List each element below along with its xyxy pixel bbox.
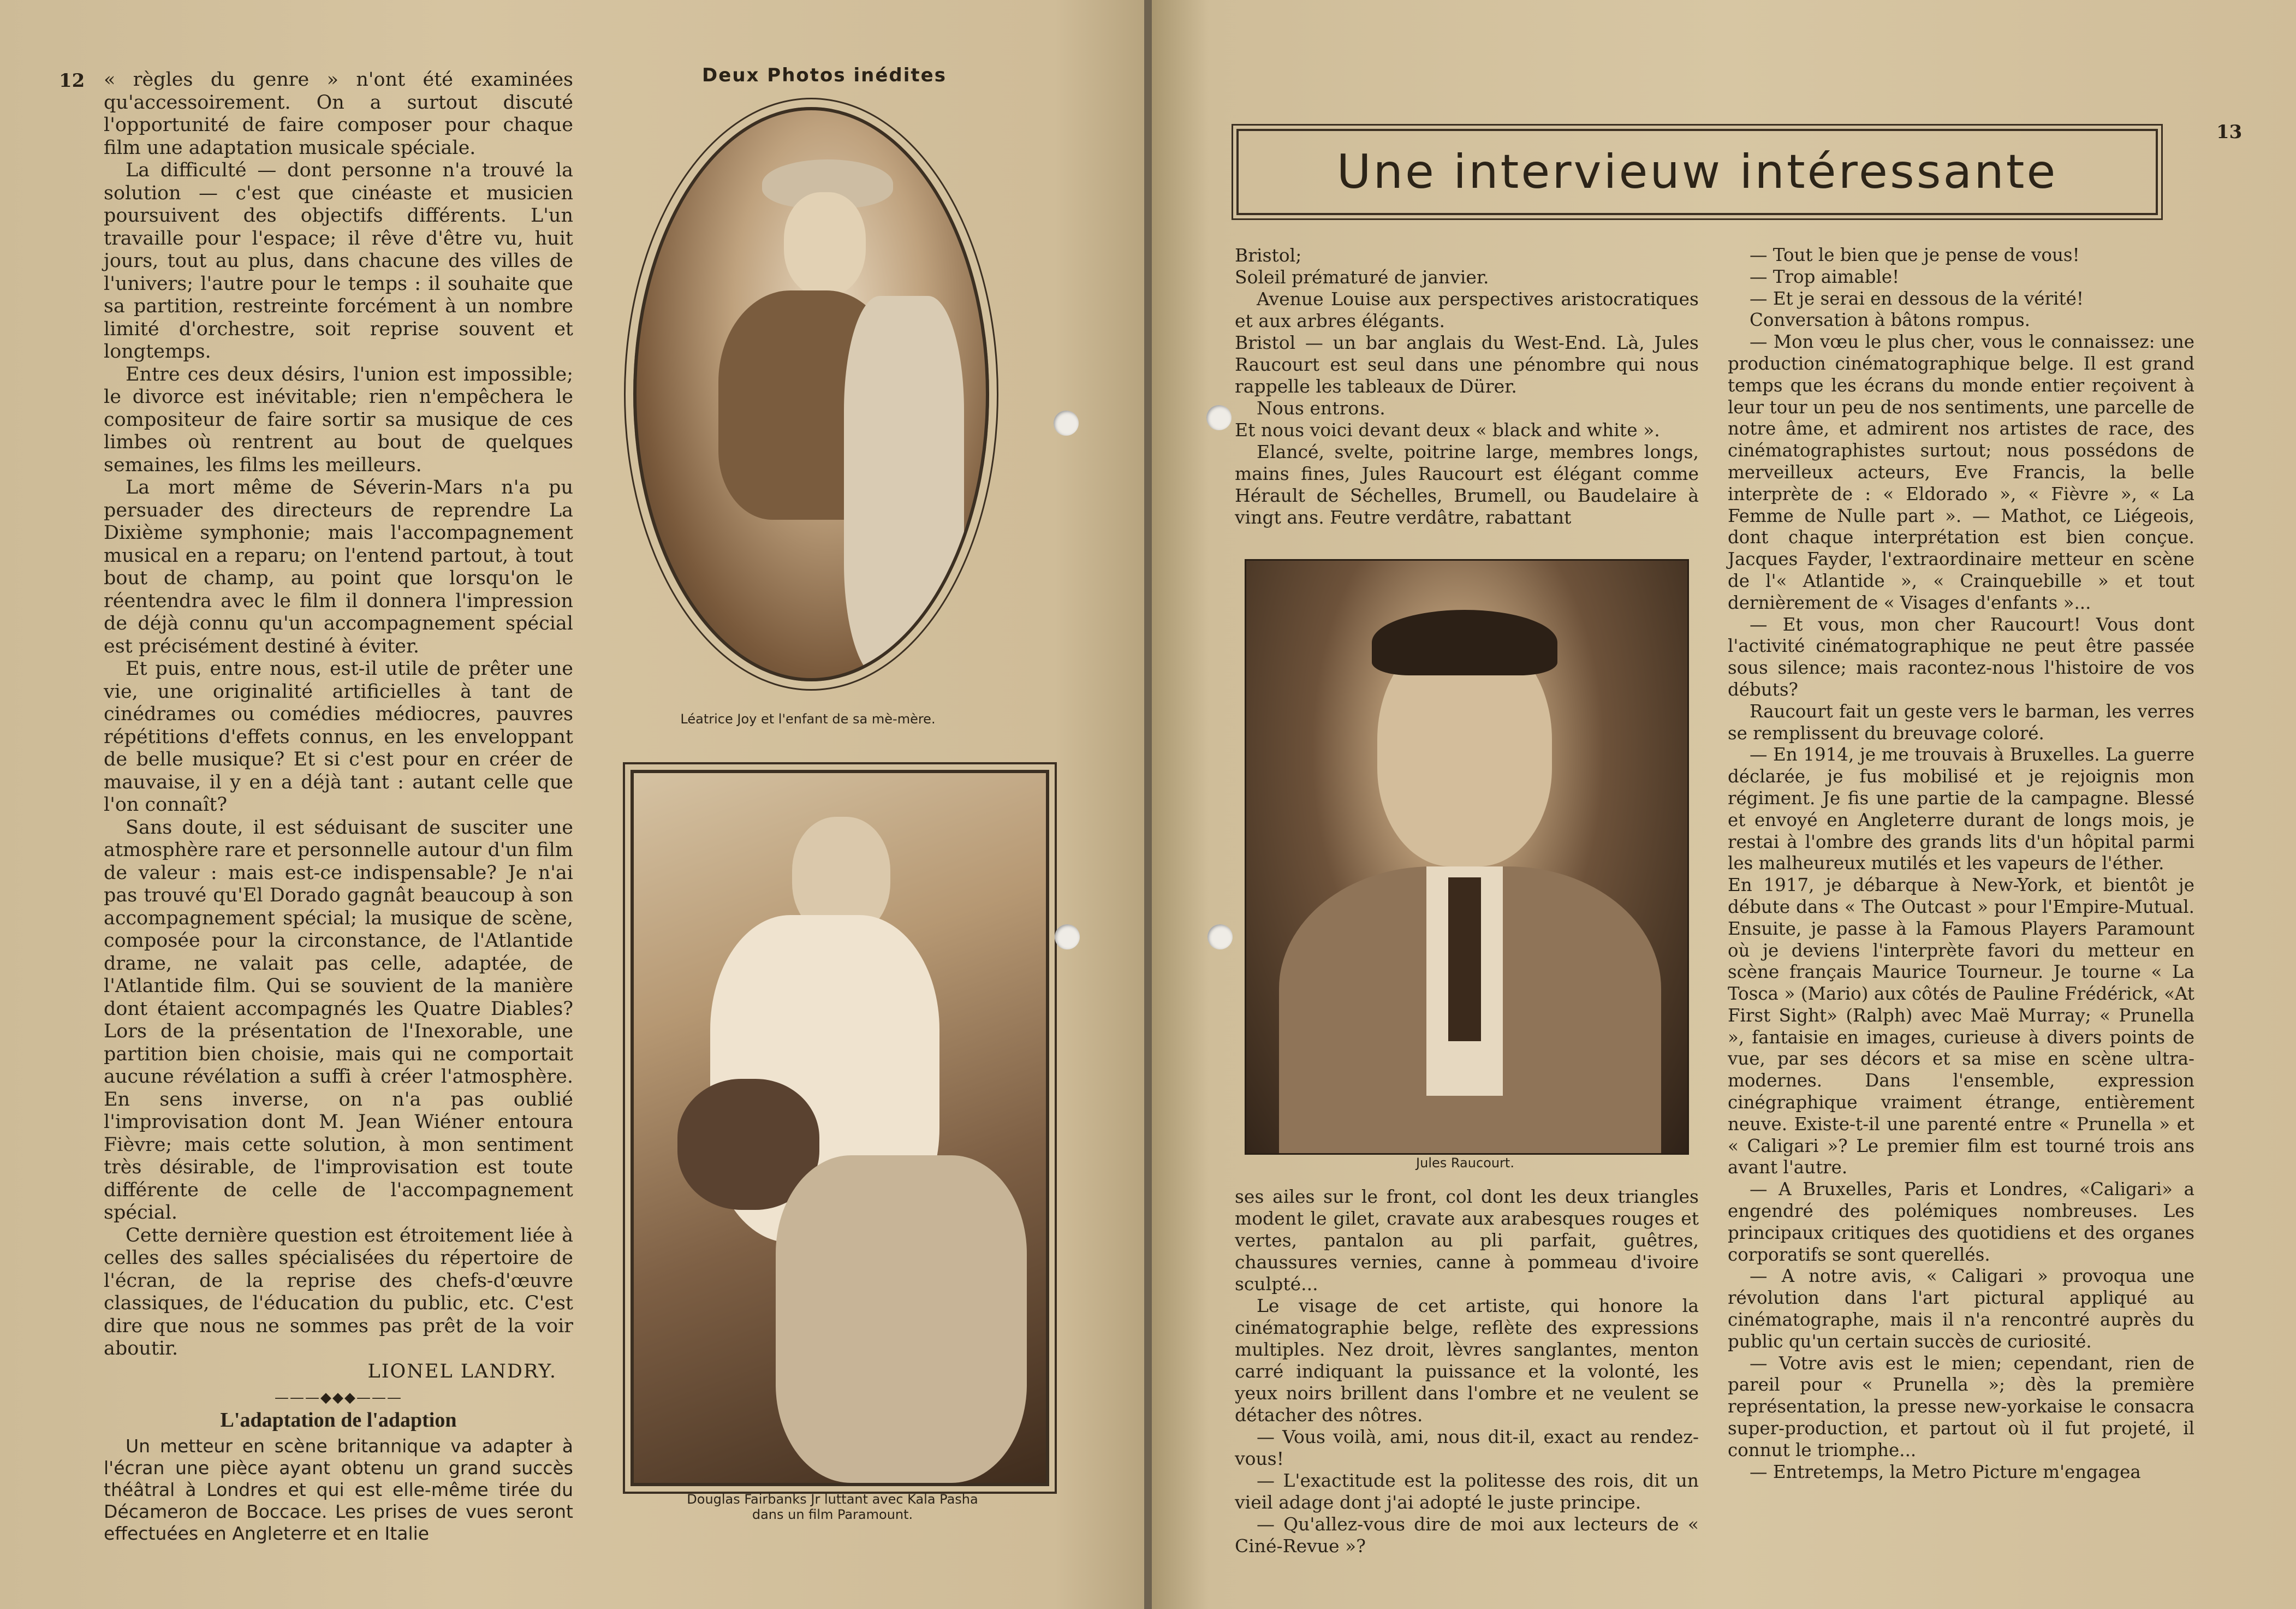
sweater-shape bbox=[844, 296, 964, 678]
bristol-prefix: Bristol — un bar anglais du West-End. Là, bbox=[1235, 332, 1645, 353]
photo2-caption-line1: Douglas Fairbanks Jr luttant avec Kala Pasha bbox=[687, 1492, 978, 1507]
paragraph: — A Bruxelles, Paris et Londres, «Caligari» a engendré des polémiques nombreuses. Les principaux critiques des quotidiens et des organes corporatifs se sont querellés. bbox=[1728, 1179, 2194, 1265]
tie-shape bbox=[1448, 877, 1481, 1041]
paragraph: — Vous voilà, ami, nous dit-il, exact au rendez-vous! bbox=[1235, 1426, 1699, 1469]
article-title-box bbox=[1236, 129, 2158, 215]
paragraph: Le visage de cet artiste, qui honore la cinématographie belge, reflète des expressions multiples. Nez droit, lèvres sanglantes, menton carré indiquant la puissance et la volonté, les yeux noirs brillent dans l'ombre et ne veulent se détacher des nôtres. bbox=[1235, 1295, 1699, 1426]
paragraph: ses ailes sur le front, col dont les deux triangles modent le gilet, cravate aux arabesques rouges et vertes, pantalon au pli parfait, guêtres, chaussures vernies, canne à pommeau d'ivoire sculpté... bbox=[1235, 1186, 1699, 1295]
punch-hole bbox=[1054, 411, 1079, 436]
paragraph: — Trop aimable! bbox=[1750, 266, 1900, 287]
paragraph: — Votre avis est le mien; cependant, rien de pareil pour « Prunella »; dès la première représentation, la presse new-yorkaise le consacra super-production, et partout où il fut projeté, il connut le triomphe... bbox=[1728, 1352, 2194, 1460]
photo-leatrice-joy bbox=[633, 107, 989, 681]
punch-hole bbox=[1055, 924, 1080, 949]
news-paragraph: Un metteur en scène britannique va adapter à l'écran une pièce ayant obtenu un grand succès théâtral à Londres et qui est elle-même tirée du Décameron de Boccace. Les prises de vues seront effectuées en Angleterre et en Italie bbox=[104, 1435, 573, 1544]
interview-column-a-bottom bbox=[1235, 1186, 1699, 1557]
page-number-right: 13 bbox=[2216, 121, 2243, 143]
news-heading: L'adaptation de l'adaption bbox=[220, 1409, 457, 1432]
paragraph: Cette dernière question est étroitement liée à celles des salles spécialisées du répertoire de l'écran, de la reprise des chefs-d'œuvre classiques, de l'éducation du public, etc. C'est dire que nous ne sommes pas prêt de la voir aboutir. bbox=[104, 1224, 573, 1359]
paragraph-text: Jules Raucourt est seul dans une pénombre qui nous rappelle les tableaux de Dürer. bbox=[1235, 332, 1699, 397]
paragraph: — A notre avis, « Caligari » provoqua une révolution dans l'art pictural appliqué au cinématographe, mais il n'a rencontré auprès du public qu'un certain succès de curiosité. bbox=[1728, 1266, 2194, 1352]
paragraph: Sans doute, il est séduisant de susciter une atmosphère rare et personnelle autour d'un film de valeur : mais est-ce indispensable? Je n'ai pas trouvé qu'El Dorado gagnât beaucoup à son accompagnement spécial; la musique de scène, composée pour la circonstance, de l'Atlantide drame, ne valait pas celle, adaptée, de l'Atlantide film. Qui se souvient de la manière dont étaient accompagnés les Quatre Diables? Lors de la présentation de l'Inexorable, une partition bien choisie, mais qui ne comportait aucune révélation a suffi à créer l'atmosphère. En sens inverse, on n'a pas oublié l'improvisation dont M. Jean Wiéner entoura Fièvre; mais cette solution, à mon sentiment très désirable, de l'improvisation est toute différente de celle de l'accompagnement spécial. bbox=[104, 816, 573, 1224]
paragraph: Elancé, svelte, poitrine large, membres longs, mains fines, Jules Raucourt est élégant comme Hérault de Séchelles, Brumell, ou Baudelaire à vingt ans. Feutre verdâtre, rabattant bbox=[1235, 441, 1699, 528]
man-body-shape bbox=[776, 1155, 1027, 1483]
paragraph: Soleil prématuré de janvier. bbox=[1235, 266, 1489, 288]
paragraph: Bristol; bbox=[1235, 245, 1302, 266]
paragraph: — Et vous, mon cher Raucourt! Vous dont l'activité cinématographique ne peut être passée sous silence; mais racontez-nous l'histoire de vos débuts? bbox=[1728, 614, 2194, 700]
interview-column-b bbox=[1728, 245, 2194, 1483]
paragraph: La difficulté — dont personne n'a trouvé la solution — c'est que cinéaste et musicien poursuivent des objectifs différents. L'un travaille pour l'espace; il rêve d'être vu, huit jours, tout au plus, dans chacune des villes de l'univers; l'autre pour le temps : il souhaite que sa partition, restreinte forcément à un nombre limité d'orchestre, soit reprise souvent et longtemps. bbox=[104, 159, 573, 363]
paragraph: — Mon vœu le plus cher, vous le connaissez: une production cinématographique belge. Il est grand temps que les écrans du monde entier reçoivent à leur tour un peu de nos sentiments, une parcelle de notre âme, et admirent nos artistes de race, des cinématographistes surtout; nous possédons de merveilleux acteurs, Eve Francis, la belle interprète de : « Eldorado », « Fièvre », « La Femme de Nulle part ». — Mathot, ce Liégeois, dont chaque interprétation est bien conçue. Jacques Fayder, l'extraordinaire metteur en scène de l'« Atlantide », « Crainquebille » et tout dernièrement de « Visages d'enfants »... bbox=[1728, 331, 2194, 613]
paragraph: Entre ces deux désirs, l'union est impossible; le divorce est inévitable; rien n'empêchera le compositeur de faire sortir sa musique de ces limbes où rentrent au bout de quelques semaines, les films les meilleurs. bbox=[104, 363, 573, 476]
paragraph: Et puis, entre nous, est-il utile de prêter une vie, une originalité artificielles à tant de cinédrames ou comédies médiocres, pauvres répétitions d'effets connus, en les enveloppant de belle musique? Et si c'est pour en créer de mauvaise, il y en a déjà tant : autant celle que l'on connaît? bbox=[104, 658, 573, 816]
paragraph: — L'exactitude est la politesse des rois, dit un vieil adage dont j'ai adopté le juste principe. bbox=[1235, 1470, 1699, 1513]
punch-hole bbox=[1206, 405, 1232, 430]
page-number-left: 12 bbox=[59, 70, 85, 92]
paragraph: — Tout le bien que je pense de vous! bbox=[1750, 245, 2080, 265]
portrait-caption: Jules Raucourt. bbox=[1416, 1155, 1514, 1171]
photo-section-title: Deux Photos inédites bbox=[702, 64, 947, 86]
paragraph: « règles du genre » n'ont été examinées qu'accessoirement. On a surtout discuté l'opportunité de faire composer pour chaque film une adaptation musicale spéciale. bbox=[104, 69, 573, 159]
face-shape bbox=[784, 192, 866, 296]
photo2-caption bbox=[617, 1492, 1048, 1522]
paragraph: En 1917, je débarque à New-York, et bientôt je débute dans « The Outcast » pour l'Empire-Mutual. Ensuite, je passe à la Famous Players Paramount où je deviens l'interprète favori du metteur en scène français Maurice Tourneur. Je tourne « La Tosca » (Mario) aux côtés de Pauline Frédérick, «At First Sight» (Ralph) avec Maë Murray; « Prunella », fantaisie en images, curieuse à divers points de vue, par ses décors et sa mise en scène ultra-modernes. Dans l'ensemble, expression cinégraphique vraiment étrange, entièrement neuve. Existe-t-il une parenté entre « Prunella » et « Caligari »? Le premier film est tourné trois ans avant l'autre. bbox=[1728, 875, 2194, 1178]
article-column-music bbox=[104, 69, 573, 1545]
photo-fairbanks bbox=[630, 770, 1049, 1486]
punch-hole bbox=[1208, 924, 1233, 949]
paragraph: Avenue Louise aux perspectives aristocratiques et aux arbres élégants. bbox=[1235, 288, 1699, 331]
paragraph: — Qu'allez-vous dire de moi aux lecteurs de « Ciné-Revue »? bbox=[1235, 1513, 1699, 1557]
portrait-jules-raucourt bbox=[1245, 559, 1689, 1155]
photo2-caption-line2: dans un film Paramount. bbox=[752, 1507, 913, 1522]
author-signature: LIONEL LANDRY. bbox=[367, 1360, 557, 1382]
paragraph: La mort même de Séverin-Mars n'a pu persuader des directeurs de reprendre La Dixième symphonie; mais l'accompagnement musical en a reparu; on l'entend partout, à tout bout de champ, au point que lorsqu'on le réentendra avec le film il donnera l'impression de déjà connu qu'un accompagnement spécial est précisément destiné à éviter. bbox=[104, 477, 573, 657]
paragraph: — Et je serai en dessous de la vérité! bbox=[1750, 288, 2084, 309]
section-divider: ———◆◆◆——— bbox=[275, 1390, 402, 1406]
paragraph: — En 1914, je me trouvais à Bruxelles. La guerre déclarée, je fus mobilisé et je rejoignis mon régiment. Je fis une partie de la campagne. Blessé et envoyé en Angleterre durant de longs mois, je restai à l'ombre des grands lits d'un hôpital parmi les malheureux mutilés et les vapeurs de l'éther. bbox=[1728, 744, 2194, 874]
paragraph: Nous entrons. bbox=[1257, 397, 1385, 419]
paragraph bbox=[1235, 332, 1699, 397]
photo1-caption: Léatrice Joy et l'enfant de sa mè-mère. bbox=[680, 711, 936, 727]
article-title: Une intervieuw intéressante bbox=[1336, 145, 2058, 199]
hair-shape bbox=[1372, 610, 1557, 675]
paragraph: Raucourt fait un geste vers le barman, les verres se remplissent du breuvage coloré. bbox=[1728, 700, 2194, 744]
paragraph: Conversation à bâtons rompus. bbox=[1750, 310, 2030, 331]
paragraph: Et nous voici devant deux « black and white ». bbox=[1235, 419, 1660, 441]
paragraph: — Entretemps, la Metro Picture m'engagea bbox=[1750, 1461, 2141, 1482]
interview-column-a-top bbox=[1235, 245, 1699, 529]
